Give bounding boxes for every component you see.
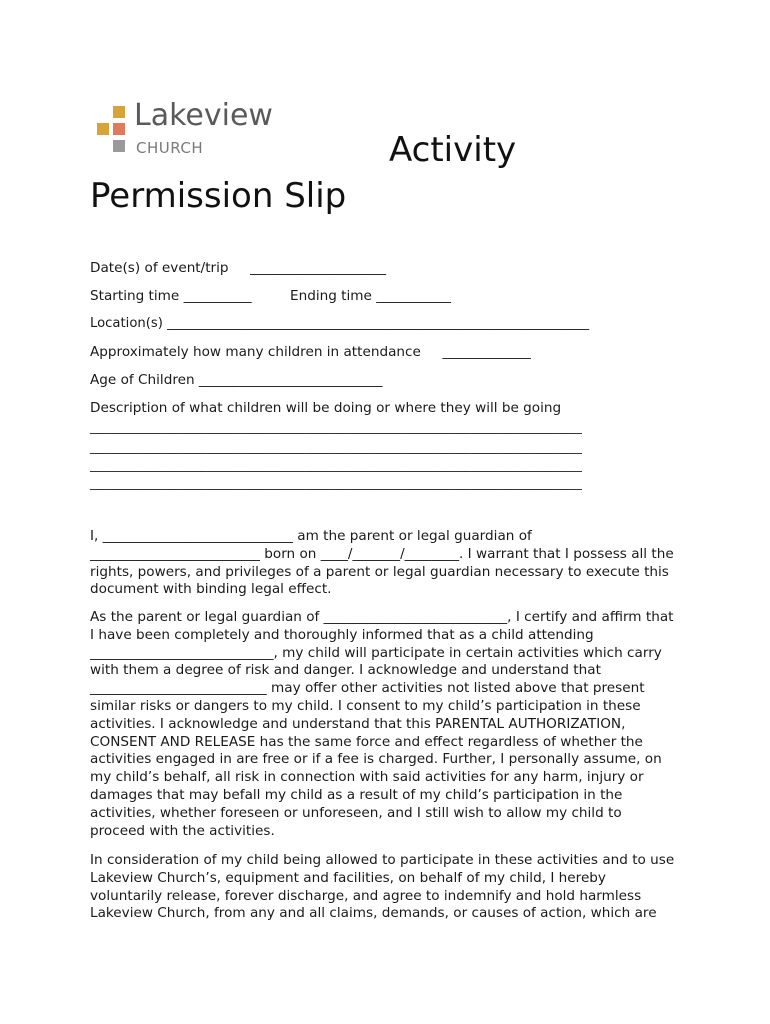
logo-name: Lakeview (134, 98, 273, 133)
children-count-field[interactable]: Approximately how many children in attendance _____________ (90, 344, 531, 360)
logo-square-coral (113, 123, 125, 135)
location-field[interactable]: Location(s) ________________________________________________________________ (90, 316, 590, 331)
logo-subtitle: CHURCH (136, 139, 204, 157)
starting-time-field[interactable]: Starting time __________ (90, 288, 252, 304)
logo-square-gold-left (97, 123, 109, 135)
release-paragraph: In consideration of my child being allowed to participate in these activities and to use Lakeview Church’s, equipment and facilities, on behalf of my child, I hereby voluntarily release, forever discharge, and agree to indemnify and hold harmless Lakeview Church, from any and all claims, demands, or causes of action, which are (90, 852, 675, 922)
church-logo (96, 98, 296, 160)
description-line[interactable]: ________________________________________________________________________________ (90, 440, 582, 454)
consent-paragraph: As the parent or legal guardian of ___________________________, I certify and affirm that I have been completely and thoroughly informed that as a child attending ___________________________, my child will participate in certain activities which carry with them a degree of risk and danger. I acknowledge and understand that __________________________ may offer other activities not listed above that present similar risks or dangers to my child. I consent to my child’s participation in these activities. I acknowledge and understand that this PARENTAL AUTHORIZATION, CONSENT AND RELEASE has the same force and effect regardless of whether the activities engaged in are free or if a fee is charged. Further, I personally assume, on my child’s behalf, all risk in connection with said activities for any harm, injury or damages that may befall my child as a result of my child’s participation in the activities, whether foreseen or unforeseen, and I still wish to allow my child to proceed with the activities. (90, 609, 674, 839)
logo-square-gray (113, 140, 125, 152)
description-line[interactable]: ________________________________________________________________________________ (90, 420, 582, 434)
age-field[interactable]: Age of Children ___________________________ (90, 372, 383, 388)
ending-time-field[interactable]: Ending time ___________ (290, 288, 451, 304)
logo-square-gold (113, 106, 125, 118)
description-line[interactable]: ________________________________________________________________________________ (90, 476, 582, 490)
description-line[interactable]: ________________________________________________________________________________ (90, 458, 582, 472)
title-line-1: Activity (389, 130, 517, 170)
logo-mark-icon (96, 104, 128, 156)
guardian-paragraph: I, ____________________________ am the parent or legal guardian of _________________________ born on ____/_______/________. I warrant that I possess all the rights, powers, and privileges of a parent or legal guardian necessary to execute this document with binding legal effect. (90, 528, 674, 598)
description-label: Description of what children will be doing or where they will be going (90, 400, 562, 416)
title-line-2: Permission Slip (90, 176, 347, 216)
dates-field[interactable]: Date(s) of event/trip ____________________ (90, 260, 387, 276)
